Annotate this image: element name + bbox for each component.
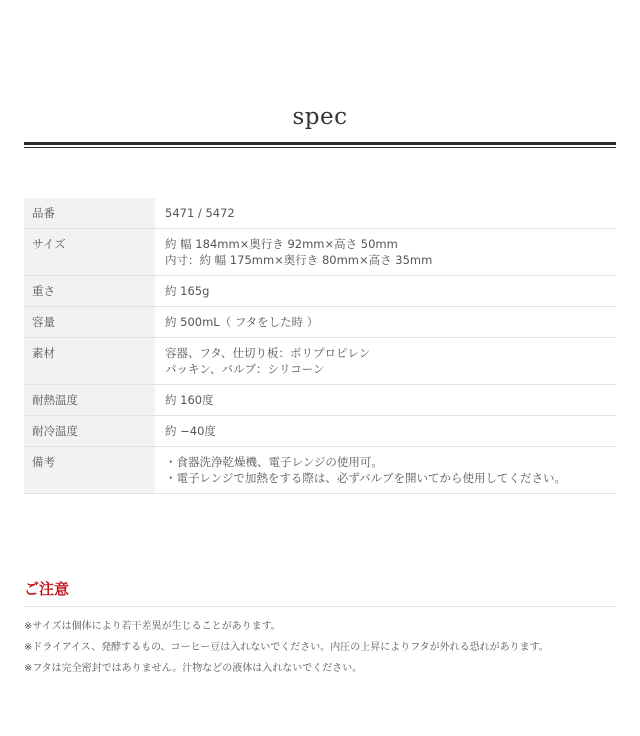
spec-label: 備考 (24, 447, 155, 494)
spec-value (155, 229, 616, 276)
spec-label: サイズ (24, 229, 155, 276)
spec-row-remarks (24, 447, 616, 494)
spec-value (155, 307, 616, 338)
spec-value-line: ・食器洗浄乾燥機、電子レンジの使用可。 (165, 455, 383, 469)
notice-list (24, 620, 624, 683)
spec-label: 容量 (24, 307, 155, 338)
spec-row-capacity (24, 307, 616, 338)
notice-heading: ご注意 (24, 580, 70, 598)
spec-row-product-number (24, 198, 616, 229)
spec-row-heat-resistance (24, 385, 616, 416)
spec-label: 品番 (24, 198, 155, 229)
spec-value (155, 447, 616, 494)
spec-value-line: 容器、フタ、仕切り板：ポリプロピレン (165, 346, 371, 360)
spec-label: 重さ (24, 276, 155, 307)
spec-value-line: 内寸：約 幅 175mm×奥行き 80mm×高さ 35mm (165, 253, 433, 267)
spec-value (155, 416, 616, 447)
notice-item: ※サイズは個体により若干差異が生じることがあります。 (24, 621, 281, 632)
spec-value-line: 5471 / 5472 (165, 206, 235, 220)
spec-row-cold-resistance (24, 416, 616, 447)
spec-title: spec (292, 104, 348, 130)
spec-value-line: 約 160度 (165, 393, 214, 407)
spec-table (24, 198, 616, 494)
spec-value (155, 385, 616, 416)
notice-item: ※フタは完全密封ではありません。汁物などの液体は入れないでください。 (24, 663, 363, 674)
title-rule-thick (24, 142, 616, 145)
spec-value-line: 約 幅 184mm×奥行き 92mm×高さ 50mm (165, 237, 398, 251)
spec-value-line: 約 165g (165, 284, 210, 298)
spec-value (155, 338, 616, 385)
spec-value-line: ・電子レンジで加熱をする際は、必ずバルブを開いてから使用してください。 (165, 471, 567, 485)
spec-value (155, 198, 616, 229)
spec-value (155, 276, 616, 307)
notice-item: ※ドライアイス、発酵するもの、コーヒー豆は入れないでください。内圧の上昇によりフタが外れる恐れがあります。 (24, 642, 549, 653)
spec-value-line: 約 500mL（ フタをした時 ） (165, 315, 319, 329)
spec-value-line: 約 −40度 (165, 424, 216, 438)
spec-label: 素材 (24, 338, 155, 385)
notice-divider (24, 606, 616, 607)
spec-row-size (24, 229, 616, 276)
spec-value-line: パッキン、バルブ：シリコーン (165, 362, 325, 376)
spec-row-material (24, 338, 616, 385)
title-rule-thin (24, 147, 616, 148)
spec-label: 耐熱温度 (24, 385, 155, 416)
spec-row-weight (24, 276, 616, 307)
spec-label: 耐冷温度 (24, 416, 155, 447)
